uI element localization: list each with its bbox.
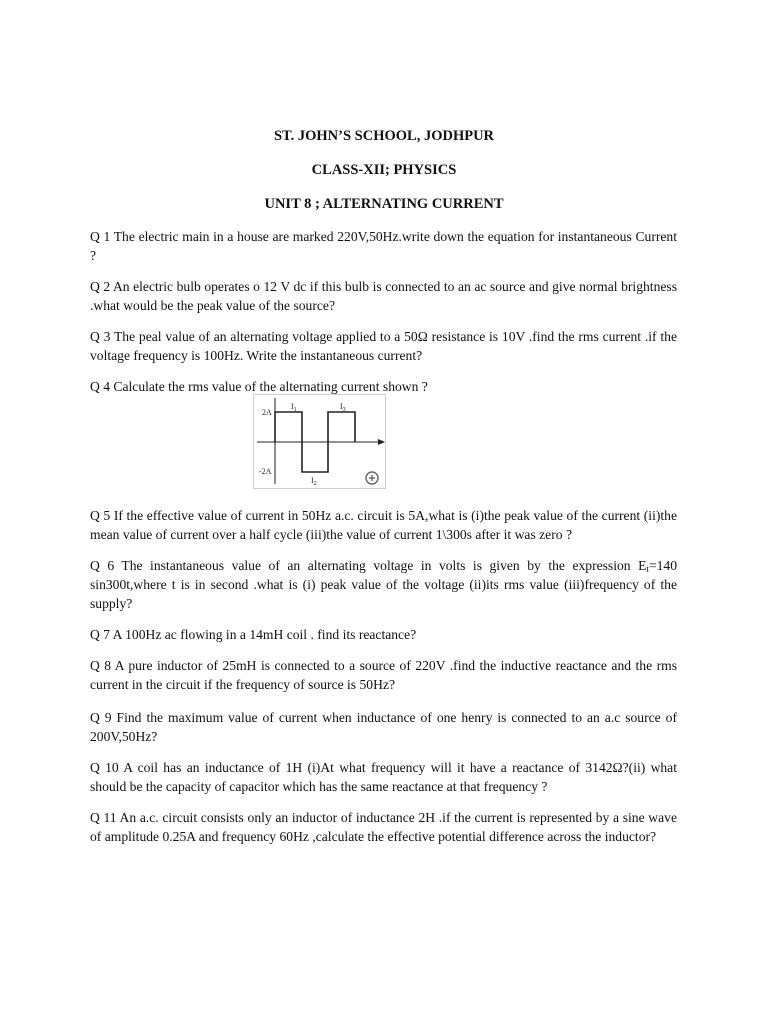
school-title: ST. JOHN’S SCHOOL, JODHPUR	[273, 128, 495, 144]
question-6	[90, 556, 677, 613]
class-title: CLASS-XII; PHYSICS	[311, 162, 457, 178]
question-1: Q 1 The electric main in a house are marked 220V,50Hz.write down the equation for instantaneous Current ?	[90, 229, 677, 263]
waveform-svg	[253, 394, 387, 490]
label-neg-2a: -2A	[259, 467, 272, 476]
label-i1: $I_1$	[291, 402, 297, 413]
unit-title: UNIT 8 ; ALTERNATING CURRENT	[264, 196, 504, 212]
question-8: Q 8 A pure inductor of 25mH is connected to a source of 220V .find the inductive reactance and the rms current in the circuit if the frequency of source is 50Hz?	[90, 658, 677, 692]
question-6-part-a: Q 6 The instantaneous value of an alternating voltage in volts is given by the expression E	[90, 558, 647, 573]
question-6-part-b: =140 sin300t,where t is in second .what is (i) peak value of the voltage (ii)its rms value (iii)frequency of the supply?	[90, 558, 677, 611]
question-2: Q 2 An electric bulb operates o 12 V dc if this bulb is connected to an ac source and give normal brightness .what would be the peak value of the source?	[90, 279, 677, 313]
question-10: Q 10 A coil has an inductance of 1H (i)At what frequency will it have a reactance of 3142Ω?(ii) what should be the capacity of capacitor which has the same reactance at that frequency ?	[90, 760, 677, 794]
question-7: Q 7 A 100Hz ac flowing in a 14mH coil . find its reactance?	[90, 627, 417, 642]
label-2a: 2A	[262, 408, 272, 417]
question-5: Q 5 If the effective value of current in 50Hz a.c. circuit is 5A,what is (i)the peak value of the current (ii)the mean value of current over a half cycle (iii)the value of current 1\300s after it was zero ?	[90, 508, 677, 542]
question-3: Q 3 The peal value of an alternating voltage applied to a 50Ω resistance is 10V .find the rms current .if the voltage frequency is 100Hz. Write the instantaneous current?	[90, 329, 677, 363]
label-i2: $I_2$	[311, 476, 317, 487]
question-9: Q 9 Find the maximum value of current when inductance of one henry is connected to an a.c source of 200V,50Hz?	[90, 710, 677, 744]
question-11: Q 11 An a.c. circuit consists only an inductor of inductance 2H .if the current is represented by a sine wave of amplitude 0.25A and frequency 60Hz ,calculate the effective potential difference across the inductor?	[90, 810, 677, 844]
question-4: Q 4 Calculate the rms value of the alternating current shown ?	[90, 379, 428, 394]
current-waveform-figure	[253, 394, 387, 490]
zoom-in-icon[interactable]	[366, 472, 378, 484]
question-6-subscript: t	[646, 564, 649, 574]
label-i3: $I_3$	[340, 402, 346, 413]
